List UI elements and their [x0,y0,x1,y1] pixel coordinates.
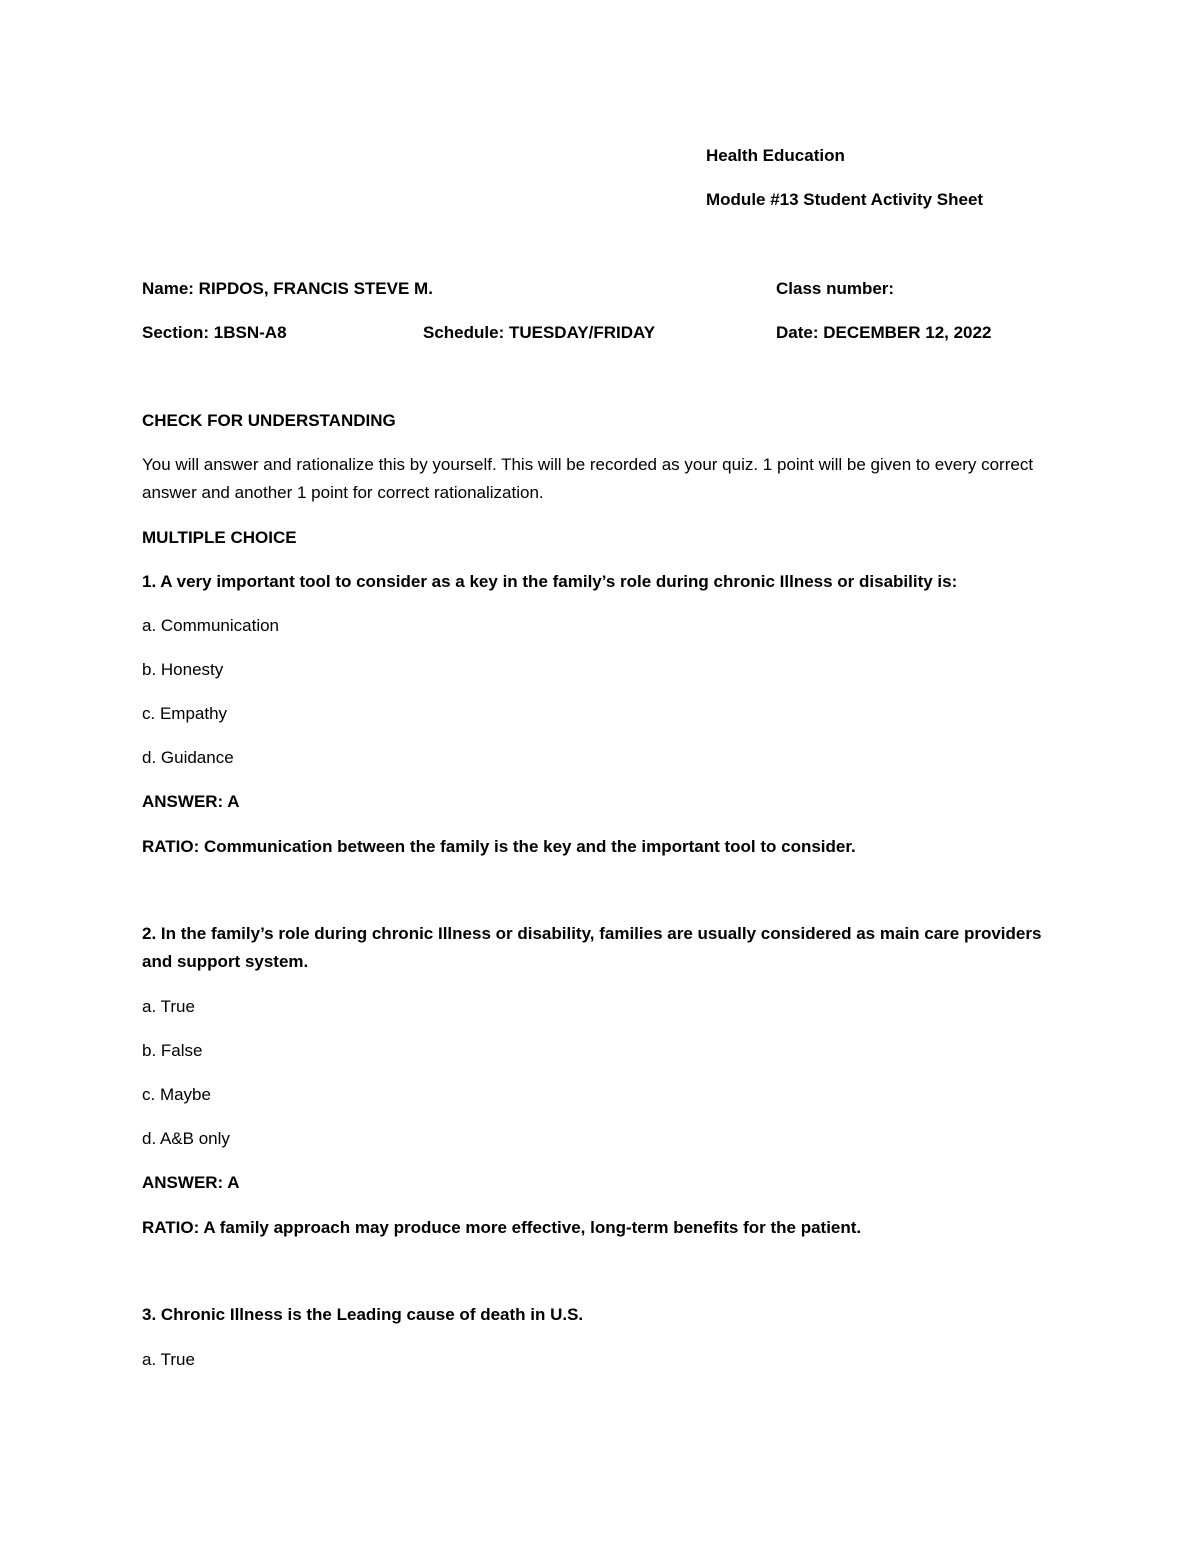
choice-1c: c. Empathy [142,704,228,723]
subject-title: Health Education [706,146,845,165]
instructions-heading: CHECK FOR UNDERSTANDING [142,411,396,430]
choice-1d: d. Guidance [142,748,234,767]
choice-3a: a. True [142,1350,195,1369]
date: Date: DECEMBER 12, 2022 [776,323,992,342]
ratio-1: RATIO: Communication between the family is the key and the important tool to consider. [142,837,856,856]
schedule: Schedule: TUESDAY/FRIDAY [423,323,656,342]
choice-2d: d. A&B only [142,1129,230,1148]
choice-2c: c. Maybe [142,1085,211,1104]
answer-2: ANSWER: A [142,1173,240,1192]
question-3: 3. Chronic Illness is the Leading cause of death in U.S. [142,1305,584,1324]
student-name: Name: RIPDOS, FRANCIS STEVE M. [142,279,433,298]
module-title: Module #13 Student Activity Sheet [706,190,984,209]
choice-1a: a. Communication [142,616,280,635]
section-label: MULTIPLE CHOICE [142,528,297,547]
choice-2a: a. True [142,997,195,1016]
instructions-text: You will answer and rationalize this by yourself. This will be recorded as your quiz. 1 point will be given to every correct answer and another 1 point for correct rationalization. [142,455,1034,502]
question-2: 2. In the family’s role during chronic Illness or disability, families are usually considered as main care providers and support system. [142,924,1042,971]
class-number: Class number: [776,279,895,298]
choice-2b: b. False [142,1041,203,1060]
section: Section: 1BSN-A8 [142,323,287,342]
ratio-2: RATIO: A family approach may produce more effective, long-term benefits for the patient. [142,1218,862,1237]
answer-1: ANSWER: A [142,792,240,811]
choice-1b: b. Honesty [142,660,224,679]
question-1: 1. A very important tool to consider as a key in the family’s role during chronic Illness or disability is: [142,572,958,591]
